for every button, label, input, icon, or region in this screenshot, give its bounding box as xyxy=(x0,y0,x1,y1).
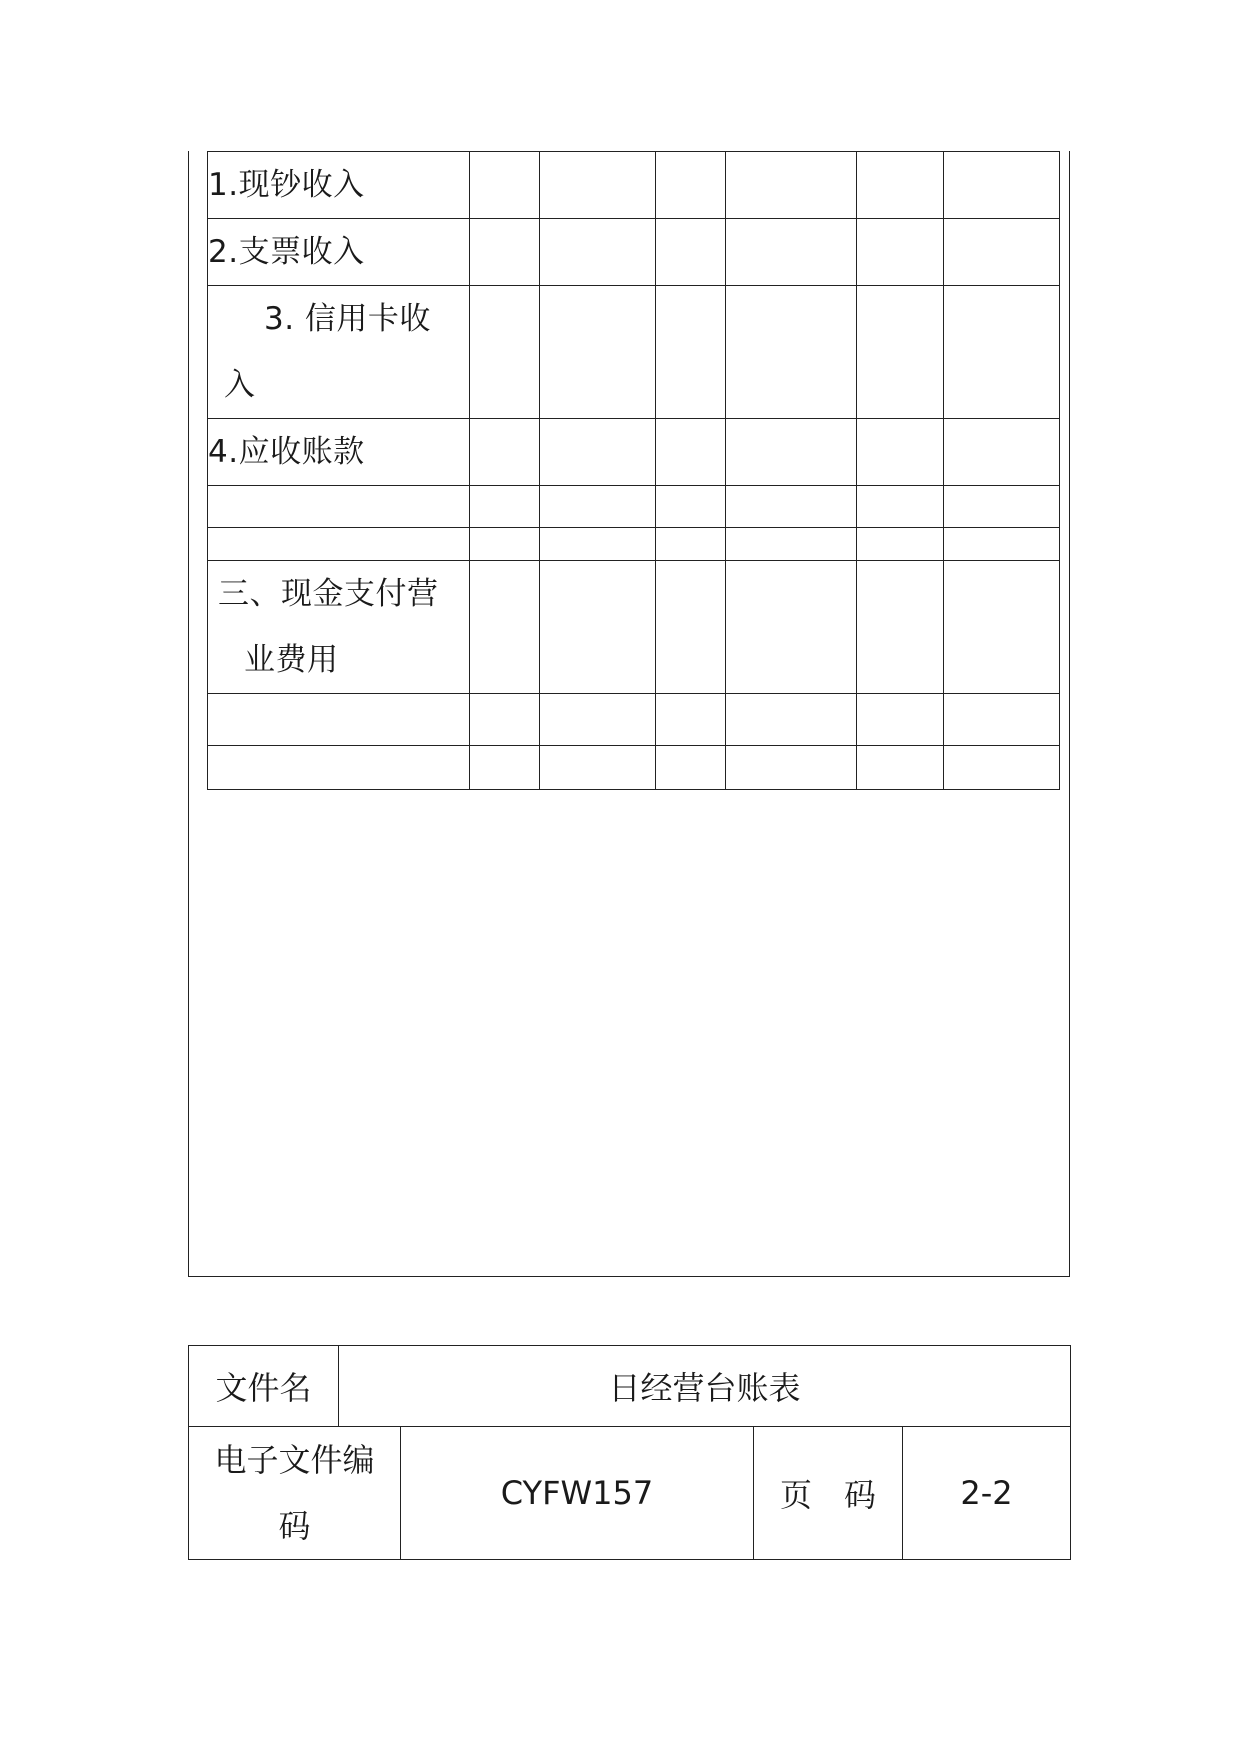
table-row xyxy=(208,528,1060,561)
label-line-2: 码 xyxy=(278,1507,311,1545)
table-cell[interactable] xyxy=(726,486,857,528)
table-cell[interactable] xyxy=(857,152,944,219)
table-cell[interactable] xyxy=(470,528,540,561)
table-cell[interactable] xyxy=(944,746,1060,790)
ledger-table xyxy=(207,151,1060,790)
file-name-label: 文件名 xyxy=(189,1346,339,1427)
table-cell[interactable] xyxy=(656,419,726,486)
table-cell[interactable] xyxy=(470,746,540,790)
row-label-cash-operating-expenses xyxy=(208,561,470,694)
label-line-1: 3. 信用卡收 xyxy=(264,301,431,337)
table-cell[interactable] xyxy=(857,561,944,694)
label-line-2: 业费用 xyxy=(244,642,339,678)
table-cell[interactable] xyxy=(540,561,656,694)
table-cell[interactable] xyxy=(656,219,726,286)
table-row xyxy=(208,219,1060,286)
row-label-receivables: 4.应收账款 xyxy=(208,419,470,486)
table-cell[interactable] xyxy=(540,152,656,219)
table-cell[interactable] xyxy=(944,561,1060,694)
table-row xyxy=(208,152,1060,219)
table-cell[interactable] xyxy=(656,746,726,790)
table-cell[interactable] xyxy=(470,286,540,419)
label-line-1: 电子文件编 xyxy=(214,1441,375,1479)
table-cell[interactable] xyxy=(470,694,540,746)
table-cell[interactable] xyxy=(656,528,726,561)
table-cell[interactable] xyxy=(944,528,1060,561)
page-number-value: 2-2 xyxy=(903,1427,1071,1560)
table-cell[interactable] xyxy=(726,746,857,790)
electronic-file-code-value: CYFW157 xyxy=(401,1427,754,1560)
table-cell[interactable] xyxy=(540,486,656,528)
table-cell[interactable] xyxy=(857,419,944,486)
table-cell[interactable] xyxy=(726,286,857,419)
page-number-label: 页 码 xyxy=(754,1427,903,1560)
table-cell[interactable] xyxy=(656,152,726,219)
table-cell[interactable] xyxy=(726,419,857,486)
table-cell[interactable] xyxy=(540,419,656,486)
table-cell[interactable] xyxy=(656,561,726,694)
table-cell[interactable] xyxy=(726,694,857,746)
table-cell[interactable] xyxy=(540,746,656,790)
row-label-empty xyxy=(208,486,470,528)
label-line-2: 入 xyxy=(224,367,256,403)
table-cell[interactable] xyxy=(726,528,857,561)
table-cell[interactable] xyxy=(470,561,540,694)
document-info-table xyxy=(188,1345,1071,1560)
table-cell[interactable] xyxy=(726,152,857,219)
row-label-empty xyxy=(208,528,470,561)
table-cell[interactable] xyxy=(944,419,1060,486)
table-cell[interactable] xyxy=(857,746,944,790)
table-cell[interactable] xyxy=(540,528,656,561)
table-cell[interactable] xyxy=(944,286,1060,419)
table-row xyxy=(208,486,1060,528)
table-cell[interactable] xyxy=(944,219,1060,286)
row-label-check-income: 2.支票收入 xyxy=(208,219,470,286)
row-label-empty xyxy=(208,694,470,746)
row-label-empty xyxy=(208,746,470,790)
table-cell[interactable] xyxy=(944,152,1060,219)
table-cell[interactable] xyxy=(656,486,726,528)
table-cell[interactable] xyxy=(857,219,944,286)
table-cell[interactable] xyxy=(656,694,726,746)
table-cell[interactable] xyxy=(470,152,540,219)
table-cell[interactable] xyxy=(470,486,540,528)
table-row xyxy=(189,1346,1071,1427)
table-row xyxy=(208,561,1060,694)
table-row xyxy=(208,286,1060,419)
table-cell[interactable] xyxy=(656,286,726,419)
table-row xyxy=(208,694,1060,746)
row-label-credit-card-income xyxy=(208,286,470,419)
table-row xyxy=(208,746,1060,790)
table-cell[interactable] xyxy=(857,528,944,561)
table-cell[interactable] xyxy=(470,219,540,286)
table-cell[interactable] xyxy=(726,219,857,286)
table-cell[interactable] xyxy=(857,286,944,419)
electronic-file-code-label xyxy=(189,1427,401,1560)
table-cell[interactable] xyxy=(540,219,656,286)
table-cell[interactable] xyxy=(944,694,1060,746)
table-cell[interactable] xyxy=(540,286,656,419)
table-cell[interactable] xyxy=(857,486,944,528)
table-cell[interactable] xyxy=(857,694,944,746)
label-line-1: 三、现金支付营 xyxy=(218,576,439,612)
row-label-cash-income: 1.现钞收入 xyxy=(208,152,470,219)
table-row xyxy=(208,419,1060,486)
file-name-value: 日经营台账表 xyxy=(339,1346,1071,1427)
table-cell[interactable] xyxy=(470,419,540,486)
table-cell[interactable] xyxy=(726,561,857,694)
table-row xyxy=(189,1427,1071,1560)
table-cell[interactable] xyxy=(944,486,1060,528)
table-cell[interactable] xyxy=(540,694,656,746)
